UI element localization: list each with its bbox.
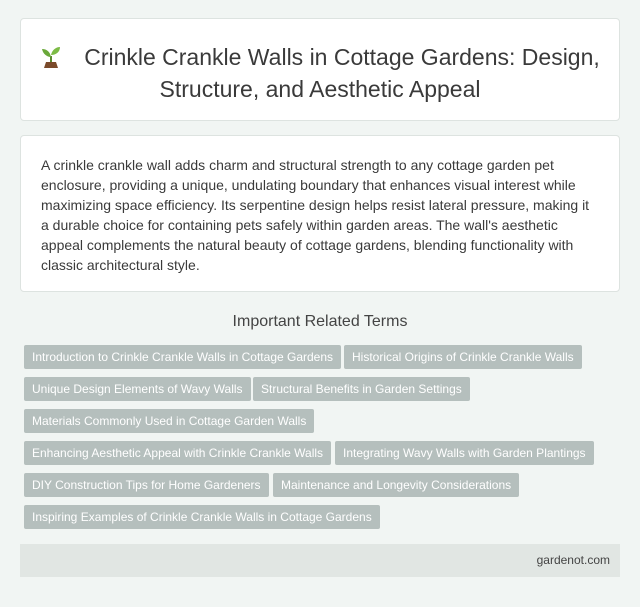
page-title-text: Crinkle Crankle Walls in Cottage Gardens: Design, Structure, and Aesthetic Appeal bbox=[84, 44, 600, 102]
term-tag[interactable]: DIY Construction Tips for Home Gardeners bbox=[24, 473, 269, 497]
footer bbox=[20, 544, 620, 577]
term-tag[interactable]: Materials Commonly Used in Cottage Garden Walls bbox=[24, 409, 314, 433]
title-card bbox=[20, 18, 620, 121]
term-tag[interactable]: Inspiring Examples of Crinkle Crankle Walls in Cottage Gardens bbox=[24, 505, 380, 529]
term-tag[interactable]: Historical Origins of Crinkle Crankle Walls bbox=[344, 345, 582, 369]
term-tag[interactable]: Structural Benefits in Garden Settings bbox=[253, 377, 470, 401]
footer-site-link[interactable]: gardenot.com bbox=[536, 553, 610, 567]
related-terms-heading: Important Related Terms bbox=[232, 313, 408, 330]
term-tag[interactable]: Maintenance and Longevity Considerations bbox=[273, 473, 519, 497]
sprout-icon bbox=[40, 44, 62, 75]
term-tag[interactable]: Introduction to Crinkle Crankle Walls in Cottage Gardens bbox=[24, 345, 341, 369]
intro-text: A crinkle crankle wall adds charm and structural strength to any cottage garden pet enclosure, providing a unique, undulating boundary that enhances visual interest while maximizing space efficiency. Its serpentine design helps resist lateral pressure, making it a durable choice for containing pets safely within garden areas. The wall's aesthetic appeal complements the natural beauty of cottage gardens, blending functionality with classic architectural style. bbox=[41, 157, 590, 273]
term-tag[interactable]: Integrating Wavy Walls with Garden Plantings bbox=[335, 441, 594, 465]
term-tag[interactable]: Enhancing Aesthetic Appeal with Crinkle Crankle Walls bbox=[24, 441, 331, 465]
intro-card bbox=[20, 135, 620, 292]
term-tag[interactable]: Unique Design Elements of Wavy Walls bbox=[24, 377, 251, 401]
page-title bbox=[21, 43, 619, 104]
